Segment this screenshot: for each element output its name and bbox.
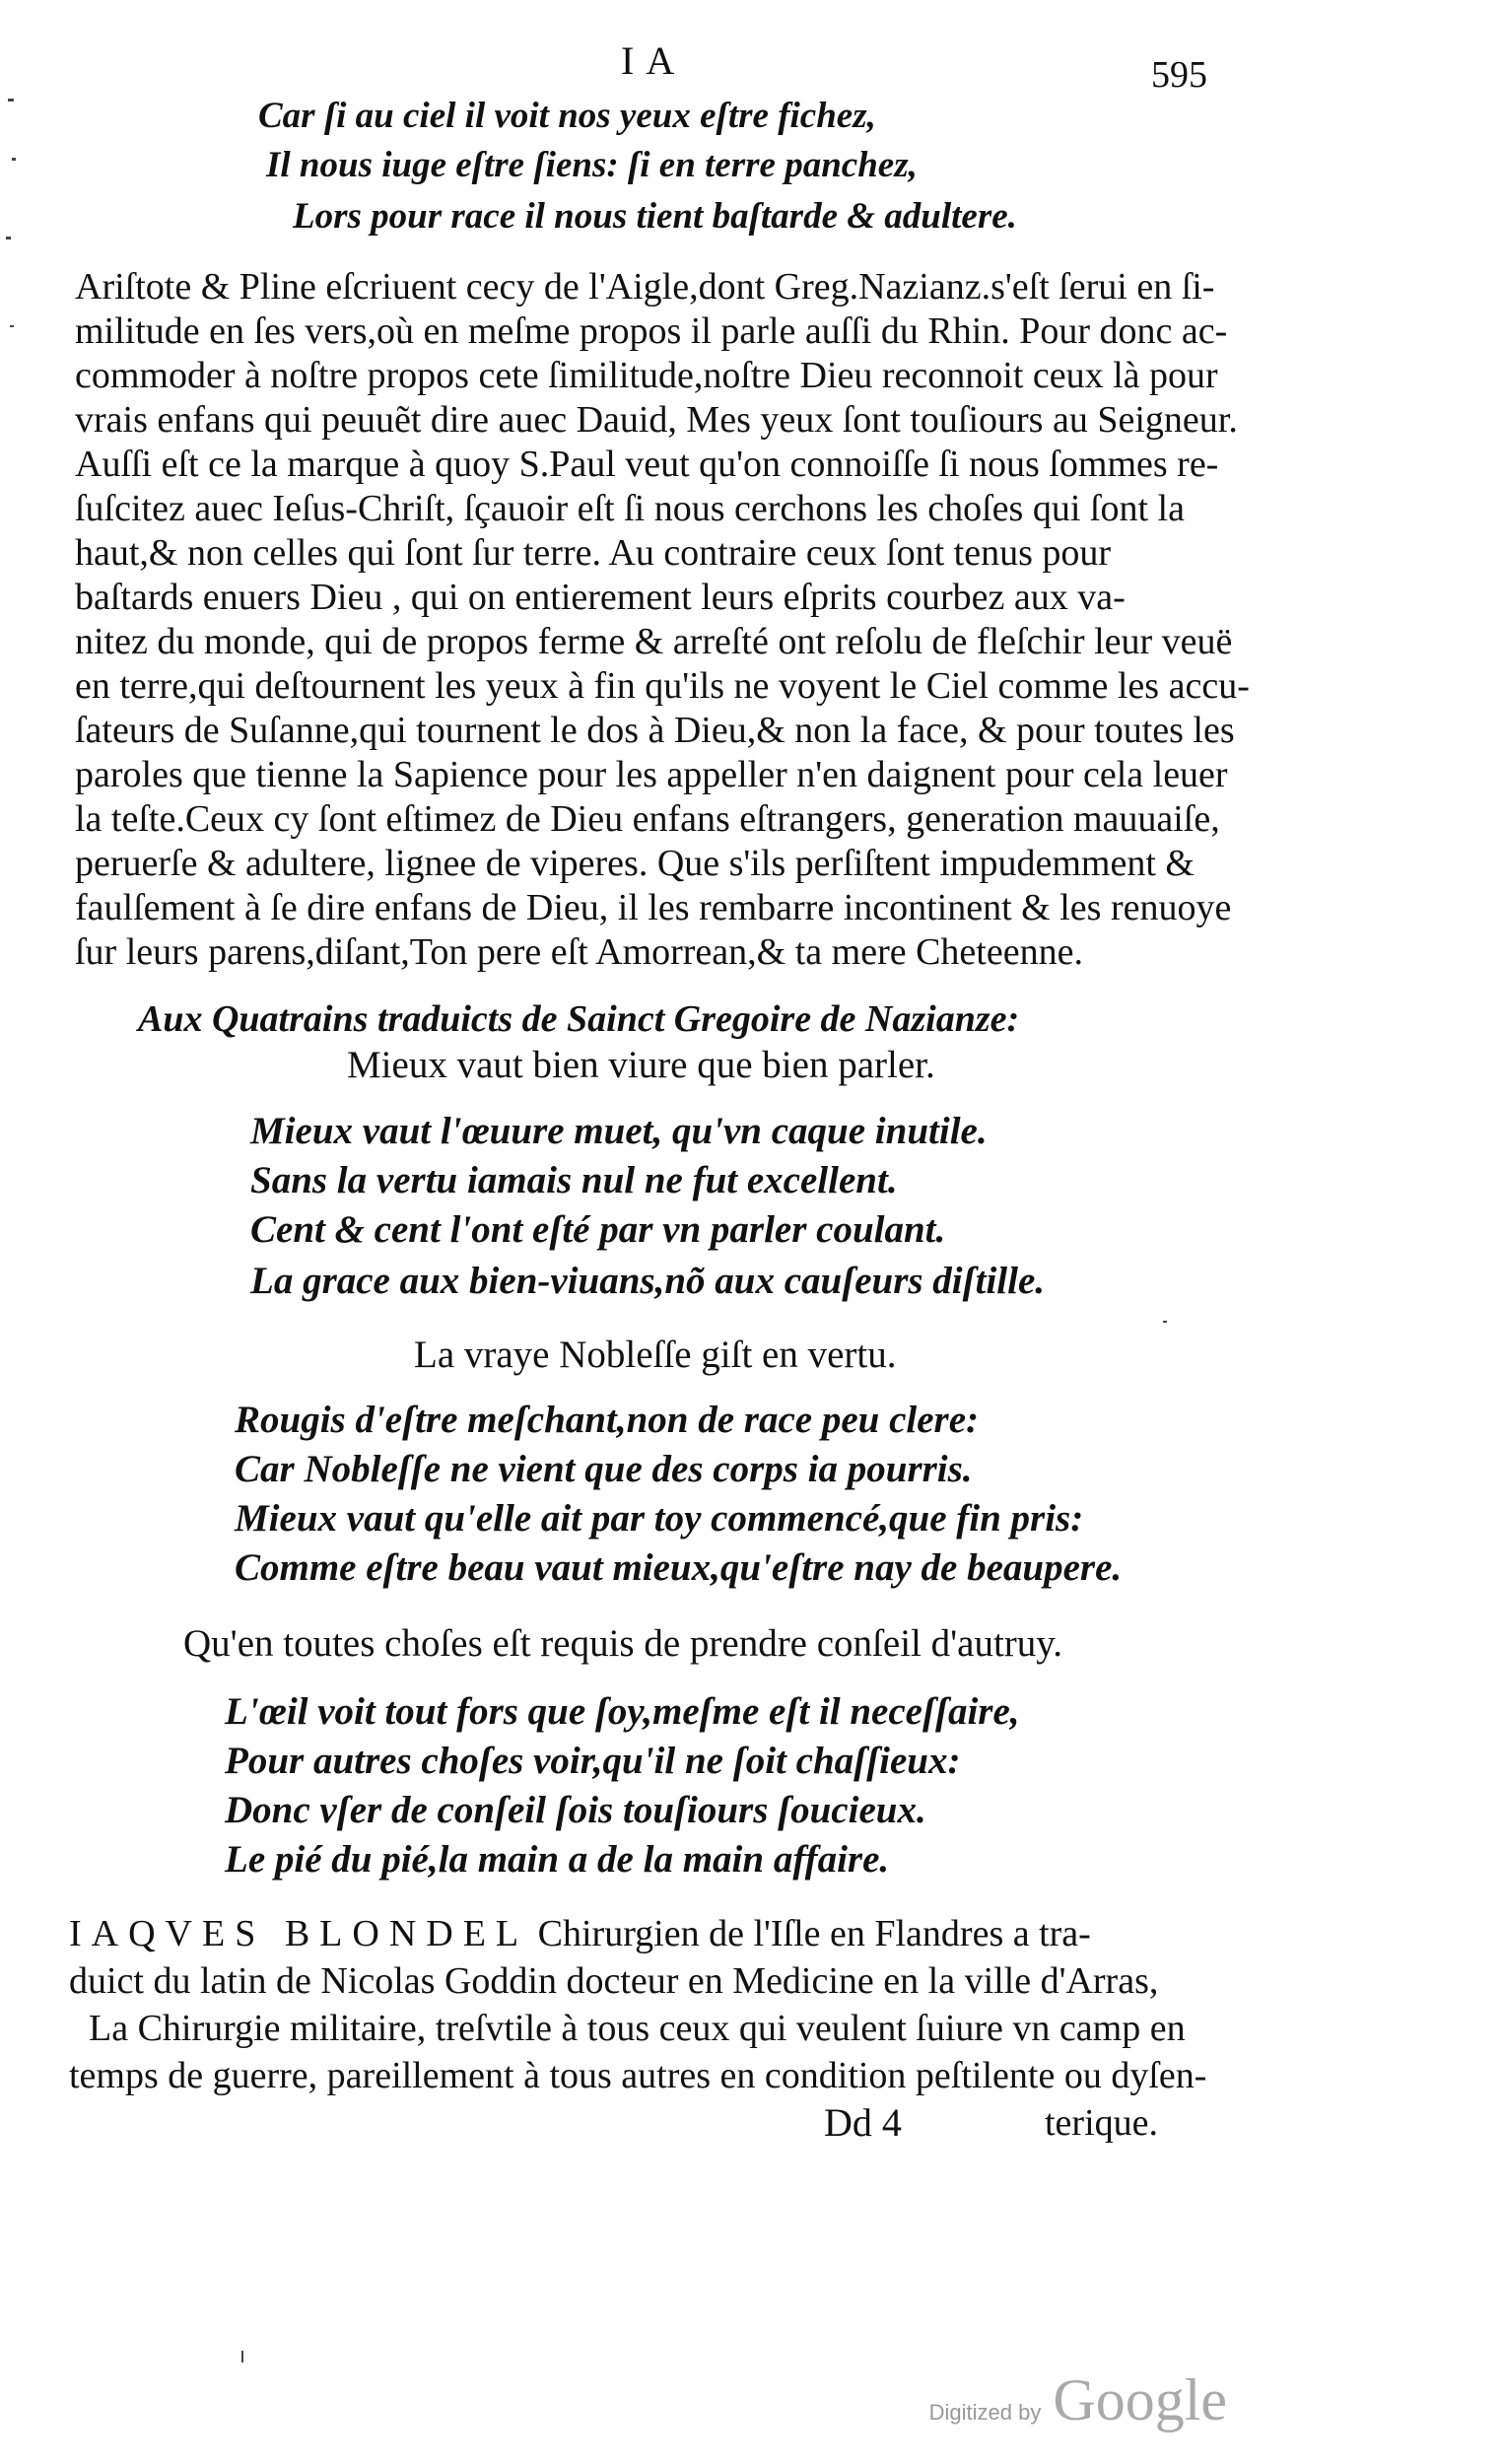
ocr-speck	[10, 325, 14, 327]
watermark-prefix: Digitized by	[928, 2400, 1042, 2425]
prose-line: ſuſcitez auec Ieſus-Chriſt, ſçauoir eſt ſi nous cerchons les choſes qui ſont la	[75, 488, 1185, 529]
verse-line: Car ſi au ciel il voit nos yeux eſtre fichez,	[258, 96, 876, 136]
prose-line: baſtards enuers Dieu , qui on entierement leurs eſprits courbez aux va-	[75, 577, 1126, 618]
prose-line: commoder à noſtre propos cete ſimilitude,noſtre Dieu reconnoit ceux là pour	[75, 355, 1218, 396]
prose-line: haut,& non celles qui ſont ſur terre. Au contraire ceux ſont tenus pour	[75, 532, 1112, 574]
ocr-speck	[6, 237, 11, 240]
quatrain-line: Mieux vaut l'œuure muet, qu'vn caque inutile.	[250, 1110, 988, 1152]
quatrain-line: Rougis d'eſtre meſchant,non de race peu clere:	[235, 1399, 979, 1441]
prose-line: Ariſtote & Pline eſcriuent cecy de l'Aigle,dont Greg.Nazianz.s'eſt ſerui en ſi-	[75, 266, 1215, 308]
ocr-speck	[1163, 1321, 1167, 1323]
prose-line: peruerſe & adultere, lignee de viperes. Que s'ils perſiſtent impudemment &	[75, 843, 1195, 884]
quatrain-line: Pour autres choſes voir,qu'il ne ſoit chaſſieux:	[225, 1740, 961, 1782]
prose-line: ſur leurs parens,diſant,Ton pere eſt Amorrean,& ta mere Cheteenne.	[75, 931, 1083, 973]
quatrain-line: Sans la vertu iamais nul ne fut excellent.	[250, 1159, 898, 1201]
section-heading: Aux Quatrains traduicts de Sainct Gregoire de Nazianze:	[138, 998, 1020, 1040]
author-name: IAQVES BLONDEL	[69, 1913, 529, 1954]
blondel-line: temps de guerre, pareillement à tous autres en condition peſtilente ou dyſen-	[69, 2055, 1207, 2096]
prose-line: nitez du monde, qui de propos ferme & arreſté ont reſolu de fleſchir leur veuë	[75, 621, 1233, 662]
digitized-watermark	[929, 2366, 1227, 2434]
google-logo: Google	[1053, 2367, 1227, 2432]
running-head: IA	[621, 38, 687, 83]
prose-line: vrais enfans qui peuuẽt dire auec Dauid, Mes yeux ſont touſiours au Seigneur.	[75, 399, 1238, 441]
verse-line: Lors pour race il nous tient baſtarde & adultere.	[293, 196, 1017, 237]
ocr-speck	[8, 99, 14, 102]
quatrain-line: La grace aux bien-viuans,nõ aux cauſeurs diſtille.	[250, 1260, 1046, 1302]
quatrain-line: Car Nobleſſe ne vient que des corps ia pourris.	[235, 1448, 973, 1490]
prose-line: paroles que tienne la Sapience pour les appeller n'en daignent pour cela leuer	[75, 754, 1228, 795]
quatrain-line: Mieux vaut qu'elle ait par toy commencé,que fin pris:	[235, 1497, 1084, 1540]
blondel-text: Chirurgien de l'Iſle en Flandres a tra-	[537, 1913, 1091, 1954]
blondel-line: terique.	[1045, 2102, 1159, 2144]
quatrain-line: Comme eſtre beau vaut mieux,qu'eſtre nay de beaupere.	[235, 1546, 1123, 1589]
blondel-line: duict du latin de Nicolas Goddin docteur en Medicine en la ville d'Arras,	[69, 1960, 1159, 2002]
blondel-line-1	[69, 1912, 1091, 1955]
verse-line: Il nous iuge eſtre ſiens: ſi en terre panchez,	[266, 145, 918, 185]
prose-line: Auſſi eſt ce la marque à quoy S.Paul veut qu'on connoiſſe ſi nous ſommes re-	[75, 444, 1219, 485]
quatrain-title: La vraye Nobleſſe giſt en vertu.	[414, 1334, 897, 1376]
prose-line: militude en ſes vers,où en meſme propos il parle auſſi du Rhin. Pour donc ac-	[75, 310, 1228, 352]
ocr-speck	[241, 2351, 243, 2362]
quatrain-title: Qu'en toutes choſes eſt requis de prendre conſeil d'autruy.	[183, 1622, 1062, 1665]
page-number: 595	[1151, 54, 1207, 96]
signature-mark: Dd 4	[824, 2100, 902, 2145]
prose-line: ſateurs de Suſanne,qui tournent le dos à Dieu,& non la face, & pour toutes les	[75, 710, 1235, 751]
prose-line: la teſte.Ceux cy ſont eſtimez de Dieu enfans eſtrangers, generation mauuaiſe,	[75, 798, 1220, 840]
prose-line: faulſement à ſe dire enfans de Dieu, il les rembarre incontinent & les renuoye	[75, 887, 1232, 928]
blondel-line: La Chirurgie militaire, treſvtile à tous ceux qui veulent ſuiure vn camp en	[89, 2008, 1186, 2049]
quatrain-line: Donc vſer de conſeil ſois touſiours ſoucieux.	[225, 1789, 926, 1831]
quatrain-title: Mieux vaut bien viure que bien parler.	[347, 1044, 935, 1086]
prose-line: en terre,qui deſtournent les yeux à fin qu'ils ne voyent le Ciel comme les accu-	[75, 665, 1250, 707]
quatrain-line: Le pié du pié,la main a de la main affaire.	[225, 1838, 890, 1881]
quatrain-line: L'œil voit tout fors que ſoy,meſme eſt il neceſſaire,	[225, 1690, 1020, 1733]
quatrain-line: Cent & cent l'ont eſté par vn parler coulant.	[250, 1208, 946, 1251]
ocr-speck	[12, 158, 16, 161]
